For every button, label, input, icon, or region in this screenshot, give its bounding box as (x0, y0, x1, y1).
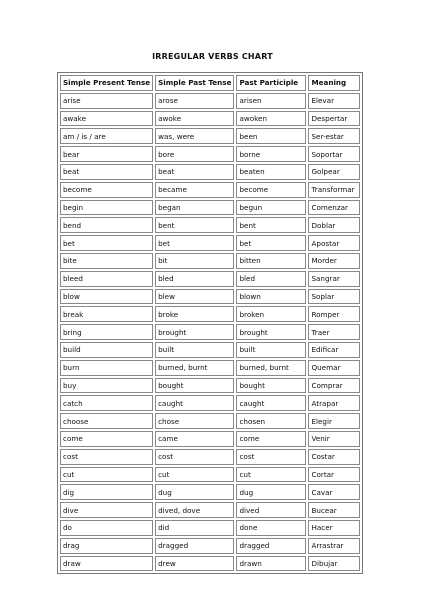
cell-participle: done (236, 520, 306, 536)
cell-participle: dragged (236, 538, 306, 554)
cell-past: bit (155, 253, 234, 269)
header-simple-present: Simple Present Tense (60, 75, 153, 91)
table-header-row (60, 75, 360, 91)
table-row (60, 538, 360, 554)
cell-participle: been (236, 128, 306, 144)
table-row (60, 467, 360, 483)
cell-meaning: Elevar (308, 93, 360, 109)
cell-meaning: Ser-estar (308, 128, 360, 144)
cell-participle: brought (236, 324, 306, 340)
cell-meaning: Bucear (308, 502, 360, 518)
cell-meaning: Quemar (308, 360, 360, 376)
cell-present: dive (60, 502, 153, 518)
table-row (60, 182, 360, 198)
table-row (60, 271, 360, 287)
cell-present: arise (60, 93, 153, 109)
table-row (60, 235, 360, 251)
cell-present: come (60, 431, 153, 447)
cell-present: beat (60, 164, 153, 180)
cell-present: drag (60, 538, 153, 554)
table-row (60, 556, 360, 572)
cell-present: break (60, 306, 153, 322)
cell-present: cut (60, 467, 153, 483)
cell-past: built (155, 342, 234, 358)
cell-participle: bitten (236, 253, 306, 269)
cell-present: awake (60, 111, 153, 127)
table-row (60, 520, 360, 536)
cell-past: bled (155, 271, 234, 287)
cell-participle: borne (236, 146, 306, 162)
cell-past: dug (155, 484, 234, 500)
cell-participle: cut (236, 467, 306, 483)
cell-past: bet (155, 235, 234, 251)
cell-participle: arisen (236, 93, 306, 109)
cell-meaning: Atrapar (308, 395, 360, 411)
table-row (60, 449, 360, 465)
cell-present: buy (60, 378, 153, 394)
table-row (60, 484, 360, 500)
cell-past: bore (155, 146, 234, 162)
cell-past: came (155, 431, 234, 447)
cell-meaning: Cortar (308, 467, 360, 483)
cell-present: burn (60, 360, 153, 376)
cell-meaning: Doblar (308, 217, 360, 233)
cell-past: became (155, 182, 234, 198)
cell-meaning: Apostar (308, 235, 360, 251)
cell-present: cost (60, 449, 153, 465)
cell-present: bring (60, 324, 153, 340)
cell-past: brought (155, 324, 234, 340)
cell-participle: bled (236, 271, 306, 287)
cell-meaning: Costar (308, 449, 360, 465)
cell-past: bent (155, 217, 234, 233)
cell-meaning: Hacer (308, 520, 360, 536)
cell-past: cut (155, 467, 234, 483)
cell-meaning: Comprar (308, 378, 360, 394)
cell-past: broke (155, 306, 234, 322)
cell-participle: beaten (236, 164, 306, 180)
cell-participle: bought (236, 378, 306, 394)
cell-meaning: Romper (308, 306, 360, 322)
cell-meaning: Sangrar (308, 271, 360, 287)
table-row (60, 93, 360, 109)
header-past-participle: Past Participle (236, 75, 306, 91)
cell-past: chose (155, 413, 234, 429)
cell-participle: chosen (236, 413, 306, 429)
table-row (60, 289, 360, 305)
cell-participle: dived (236, 502, 306, 518)
table-row (60, 146, 360, 162)
cell-meaning: Soplar (308, 289, 360, 305)
cell-participle: blown (236, 289, 306, 305)
header-simple-past: Simple Past Tense (155, 75, 234, 91)
irregular-verbs-table (57, 72, 363, 574)
cell-past: blew (155, 289, 234, 305)
cell-participle: begun (236, 200, 306, 216)
cell-present: am / is / are (60, 128, 153, 144)
cell-past: dived, dove (155, 502, 234, 518)
table-row (60, 431, 360, 447)
cell-participle: burned, burnt (236, 360, 306, 376)
table-row (60, 342, 360, 358)
cell-past: caught (155, 395, 234, 411)
cell-present: dig (60, 484, 153, 500)
cell-present: bet (60, 235, 153, 251)
cell-participle: built (236, 342, 306, 358)
cell-present: build (60, 342, 153, 358)
cell-meaning: Morder (308, 253, 360, 269)
cell-past: began (155, 200, 234, 216)
cell-past: bought (155, 378, 234, 394)
table-row (60, 324, 360, 340)
header-meaning: Meaning (308, 75, 360, 91)
cell-meaning: Arrastrar (308, 538, 360, 554)
cell-present: catch (60, 395, 153, 411)
cell-meaning: Cavar (308, 484, 360, 500)
cell-participle: bet (236, 235, 306, 251)
table-body (60, 93, 360, 572)
cell-past: burned, burnt (155, 360, 234, 376)
cell-meaning: Elegir (308, 413, 360, 429)
cell-present: bear (60, 146, 153, 162)
table-row (60, 360, 360, 376)
cell-participle: bent (236, 217, 306, 233)
cell-present: blow (60, 289, 153, 305)
cell-past: cost (155, 449, 234, 465)
table-row (60, 164, 360, 180)
table-row (60, 395, 360, 411)
cell-present: bite (60, 253, 153, 269)
cell-participle: cost (236, 449, 306, 465)
cell-past: dragged (155, 538, 234, 554)
cell-participle: awoken (236, 111, 306, 127)
cell-meaning: Golpear (308, 164, 360, 180)
cell-present: become (60, 182, 153, 198)
cell-participle: come (236, 431, 306, 447)
cell-meaning: Despertar (308, 111, 360, 127)
cell-meaning: Comenzar (308, 200, 360, 216)
cell-past: awoke (155, 111, 234, 127)
cell-past: arose (155, 93, 234, 109)
cell-present: bleed (60, 271, 153, 287)
cell-meaning: Traer (308, 324, 360, 340)
table-row (60, 200, 360, 216)
cell-past: was, were (155, 128, 234, 144)
table-row (60, 217, 360, 233)
cell-participle: caught (236, 395, 306, 411)
cell-present: bend (60, 217, 153, 233)
cell-meaning: Edificar (308, 342, 360, 358)
cell-present: do (60, 520, 153, 536)
table-row (60, 502, 360, 518)
document-title: IRREGULAR VERBS CHART (152, 52, 273, 61)
cell-participle: drawn (236, 556, 306, 572)
cell-past: did (155, 520, 234, 536)
cell-participle: broken (236, 306, 306, 322)
table-row (60, 111, 360, 127)
cell-meaning: Soportar (308, 146, 360, 162)
cell-meaning: Transformar (308, 182, 360, 198)
cell-participle: dug (236, 484, 306, 500)
cell-present: draw (60, 556, 153, 572)
cell-past: beat (155, 164, 234, 180)
cell-present: choose (60, 413, 153, 429)
table-row (60, 413, 360, 429)
cell-meaning: Venir (308, 431, 360, 447)
table-row (60, 378, 360, 394)
cell-participle: become (236, 182, 306, 198)
cell-present: begin (60, 200, 153, 216)
table-row (60, 306, 360, 322)
table-row (60, 128, 360, 144)
table-row (60, 253, 360, 269)
cell-meaning: Dibujar (308, 556, 360, 572)
cell-past: drew (155, 556, 234, 572)
